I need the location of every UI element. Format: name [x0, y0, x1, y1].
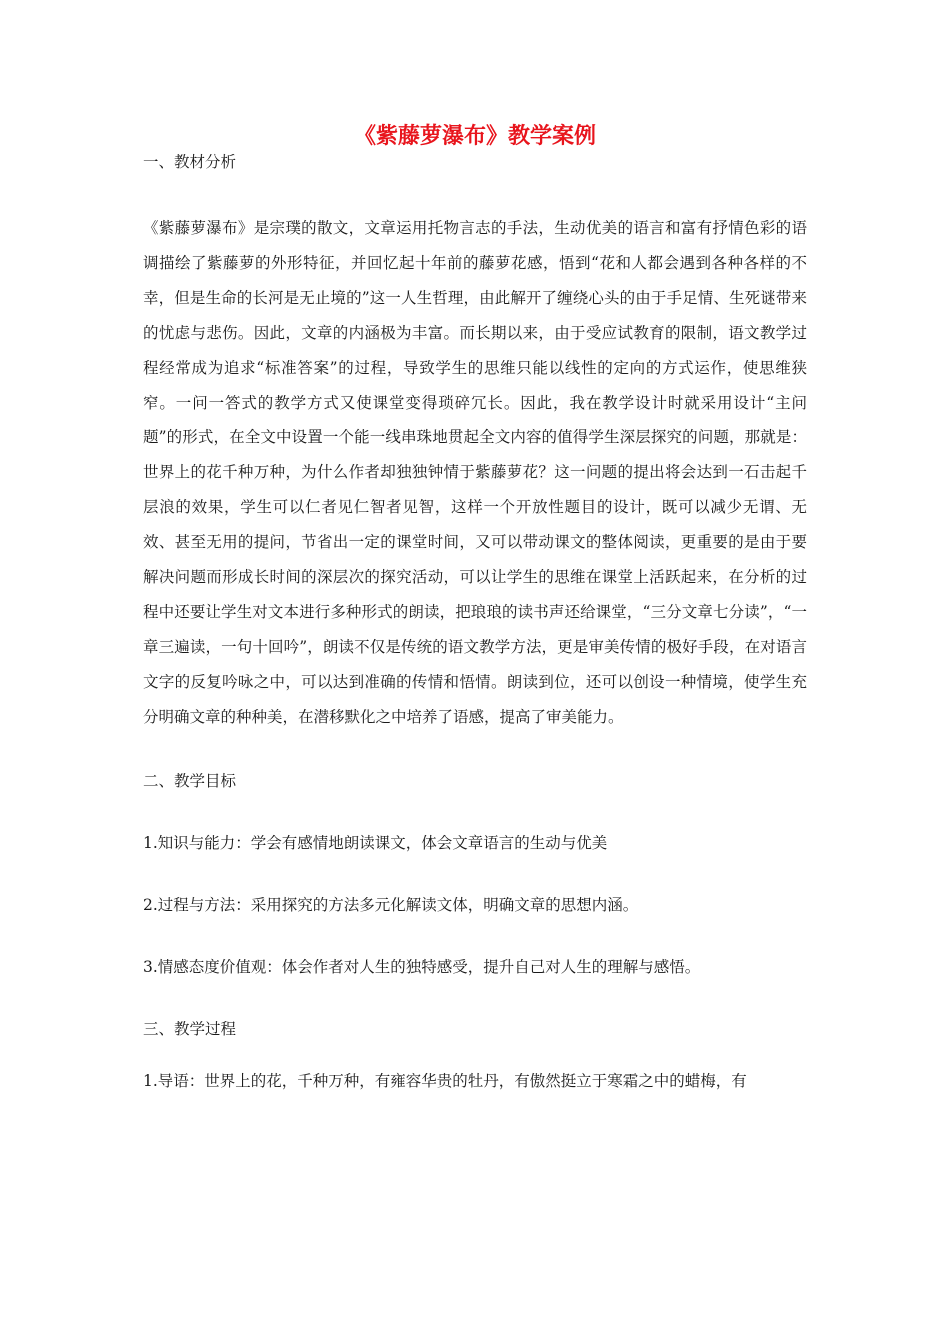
section-heading-analysis: 一、教材分析	[143, 153, 237, 171]
objective-item-process: 2.过程与方法：采用探究的方法多元化解读文体，明确文章的思想内涵。	[143, 895, 639, 914]
process-intro-line: 1.导语：世界上的花，千种万种，有雍容华贵的牡丹，有傲然挺立于寒霜之中的蜡梅，有	[143, 1071, 747, 1090]
objective-item-knowledge: 1.知识与能力：学会有感情地朗读课文，体会文章语言的生动与优美	[143, 833, 608, 852]
objective-item-emotion: 3.情感态度价值观：体会作者对人生的独特感受，提升自己对人生的理解与感悟。	[143, 957, 701, 976]
analysis-paragraph: 《紫藤萝瀑布》是宗璞的散文，文章运用托物言志的手法，生动优美的语言和富有抒情色彩的语调描绘了紫藤萝的外形特征，并回忆起十年前的藤萝花感，悟到“花和人都会遇到各种各样的不幸，但是生命的长河是无止境的”这一人生哲理，由此解开了缠绕心头的由于手足情、生死谜带来的忧虑与悲伤。因此，文章的内涵极为丰富。而长期以来，由于受应试教育的限制，语文教学过程经常成为追求“标准答案”的过程，导致学生的思维只能以线性的定向的方式运作，使思维狭窄。一问一答式的教学方式又使课堂变得琐碎冗长。因此，我在教学设计时就采用设计“主问题”的形式，在全文中设置一个能一线串珠地贯起全文内容的值得学生深层探究的问题，那就是：世界上的花千种万种，为什么作者却独独钟情于紫藤萝花？这一问题的提出将会达到一石击起千层浪的效果，学生可以仁者见仁智者见智，这样一个开放性题目的设计，既可以减少无谓、无效、甚至无用的提问，节省出一定的课堂时间，又可以带动课文的整体阅读，更重要的是由于要解决问题而形成长时间的深层次的探究活动，可以让学生的思维在课堂上活跃起来，在分析的过程中还要让学生对文本进行多种形式的朗读，把琅琅的读书声还给课堂，“三分文章七分读”，“一章三遍读，一句十回吟”，朗读不仅是传统的语文教学方法，更是审美传情的极好手段，在对语言文字的反复吟咏之中，可以达到准确的传情和悟情。朗读到位，还可以创设一种情境，使学生充分明确文章的种种美，在潜移默化之中培养了语感，提高了审美能力。	[143, 219, 807, 726]
section-heading-objectives: 二、教学目标	[143, 771, 237, 790]
document-body	[143, 147, 807, 1099]
section-heading-process: 三、教学过程	[143, 1019, 237, 1038]
document-title: 《紫藤萝瀑布》教学案例	[353, 124, 596, 149]
